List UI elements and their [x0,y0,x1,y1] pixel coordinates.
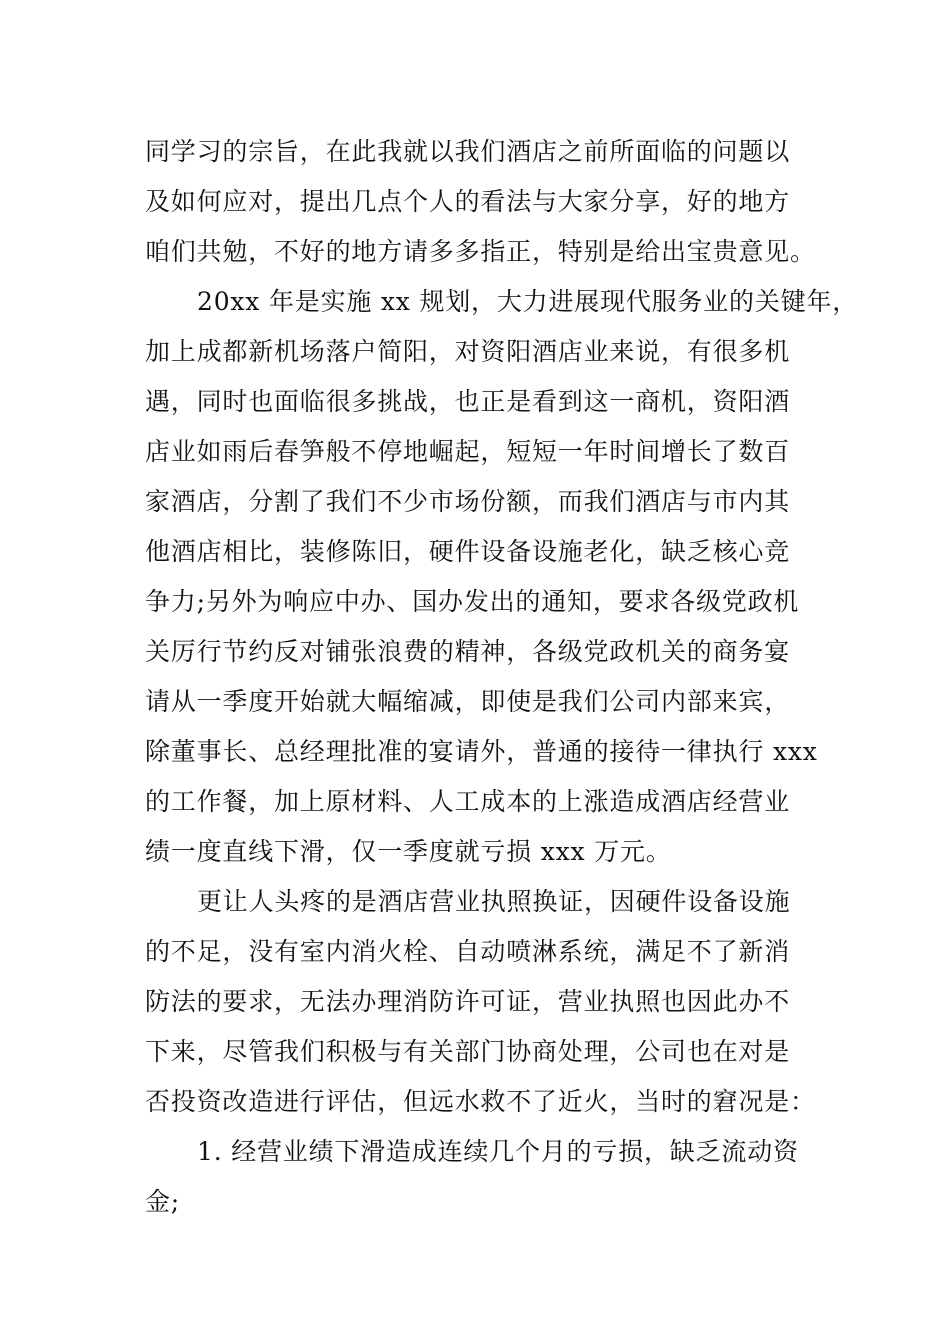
text-line: 除董事长、总经理批准的宴请外，普通的接待一律执行 xxx [145,737,818,766]
text-line: 店业如雨后春笋般不停地崛起，短短一年时间增长了数百 [145,437,791,466]
text-line: 否投资改造进行评估，但远水救不了近火，当时的窘况是： [145,1087,816,1116]
text-line: 20xx 年是实施 xx 规划，大力进展现代服务业的关键年， [197,287,859,316]
text-line: 家酒店，分割了我们不少市场份额，而我们酒店与市内其 [145,487,791,516]
body-text [145,127,859,1227]
text-line: 的不足，没有室内消火栓、自动喷淋系统，满足不了新消 [145,937,791,966]
text-line: 绩一度直线下滑，仅一季度就亏损 xxx 万元。 [145,837,672,866]
text-line: 防法的要求，无法办理消防许可证，营业执照也因此办不 [145,987,791,1016]
text-line: 同学习的宗旨，在此我就以我们酒店之前所面临的问题以 [145,137,791,166]
text-line: 咱们共勉，不好的地方请多多指正，特别是给出宝贵意见。 [145,237,816,266]
text-line: 及如何应对，提出几点个人的看法与大家分享，好的地方 [145,187,791,216]
text-line: 请从一季度开始就大幅缩减，即使是我们公司内部来宾， [145,687,791,716]
text-line: 的工作餐，加上原材料、人工成本的上涨造成酒店经营业 [145,787,791,816]
text-line: 加上成都新机场落户简阳，对资阳酒店业来说，有很多机 [145,337,791,366]
text-line: 金; [145,1187,181,1216]
text-line: 下来，尽管我们积极与有关部门协商处理，公司也在对是 [145,1037,791,1066]
text-line: 更让人头疼的是酒店营业执照换证，因硬件设备设施 [197,887,791,916]
text-line: 关厉行节约反对铺张浪费的精神，各级党政机关的商务宴 [145,637,791,666]
text-line: 他酒店相比，装修陈旧，硬件设备设施老化，缺乏核心竞 [145,537,791,566]
text-line: 1. 经营业绩下滑造成连续几个月的亏损，缺乏流动资 [197,1137,799,1166]
text-line: 遇，同时也面临很多挑战，也正是看到这一商机，资阳酒 [145,387,791,416]
text-line: 争力;另外为响应中办、国办发出的通知，要求各级党政机 [145,587,800,616]
